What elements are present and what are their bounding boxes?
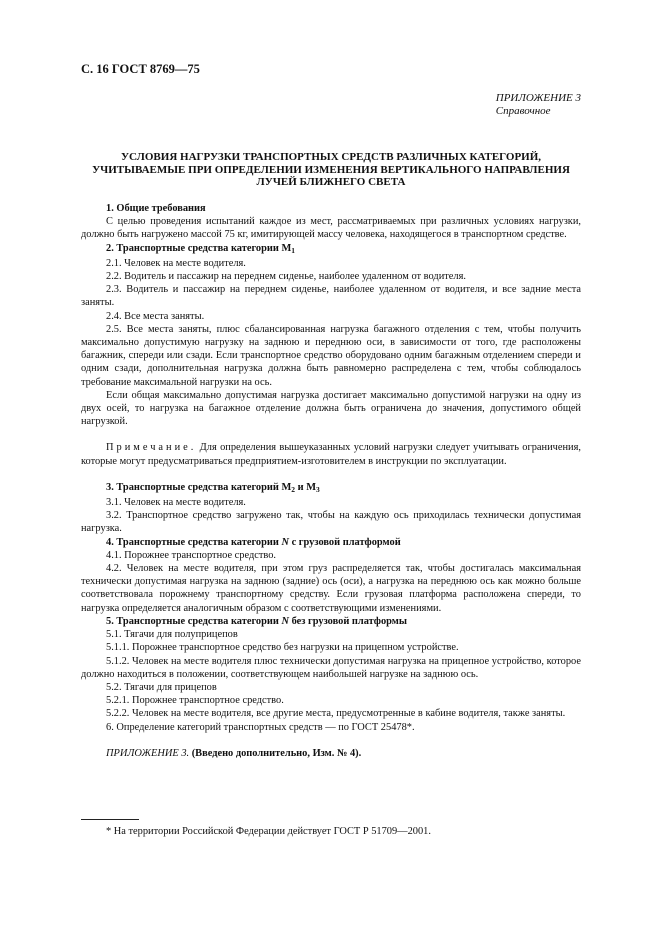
- appendix-footer-note: [81, 747, 581, 760]
- note-label: Примечание.: [106, 442, 197, 454]
- paragraph-5-2-1: 5.2.1. Порожнее транспортное средство.: [106, 695, 284, 707]
- section-5-category-n: N: [281, 615, 289, 627]
- paragraph-5-1-2: 5.1.2. Человек на месте водителя плюс технически допустимая нагрузка на прицепное устройство, которое должно находиться в положении, соответствующем наибольшей нагрузке на заднюю ось.: [81, 655, 581, 680]
- section-2-heading-text: 2. Транспортные средства категории М: [106, 242, 292, 254]
- paragraph-3-2: 3.2. Транспортное средство загружено так, чтобы на каждую ось приходилась технически допустимая нагрузка.: [81, 510, 581, 535]
- appendix-label: ПРИЛОЖЕНИЕ 3: [495, 92, 581, 104]
- section-2-heading: [81, 242, 581, 257]
- note: [81, 441, 581, 467]
- document-title: УСЛОВИЯ НАГРУЗКИ ТРАНСПОРТНЫХ СРЕДСТВ РАЗЛИЧНЫХ КАТЕГОРИЙ, УЧИТЫВАЕМЫЕ ПРИ ОПРЕДЕЛЕНИИ ИЗМЕНЕНИЯ ВЕРТИКАЛЬНОГО НАПРАВЛЕНИЯ ЛУЧЕЙ БЛИЖНЕГО СВЕТА: [92, 151, 570, 188]
- paragraph-2-4: 2.4. Все места заняты.: [106, 310, 205, 322]
- paragraph-2-3: 2.3. Водитель и пассажир на переднем сиденье, наиболее удаленном от водителя, и все задние места заняты.: [81, 284, 581, 309]
- section-5-heading: [81, 615, 581, 628]
- paragraph-5-2: 5.2. Тягачи для прицепов: [106, 681, 217, 693]
- section-4-heading: [81, 536, 581, 549]
- section-1-text: С целью проведения испытаний каждое из мест, рассматриваемых при различных условиях нагрузки, должно быть нагружено массой 75 кг, имитирующей массу человека, находящегося в транспортном средстве.: [81, 216, 581, 241]
- paragraph-2-5-continued: Если общая максимально допустимая нагрузка достигает максимально допустимой нагрузки на одну из двух осей, то нагрузка на багажное отделение должна быть ограничена до значения, допустимого общей нагрузкой.: [81, 389, 581, 428]
- paragraph-4-1: 4.1. Порожнее транспортное средство.: [106, 549, 277, 561]
- section-4-heading-text-b: с грузовой платформой: [288, 536, 401, 548]
- section-3-subscript-b: 3: [316, 484, 320, 494]
- appendix-footer-text: (Введено дополнительно, Изм. № 4).: [189, 747, 362, 759]
- section-2-subscript: 1: [291, 245, 296, 255]
- paragraph-5-1-1: 5.1.1. Порожнее транспортное средство без нагрузки на прицепном устройстве.: [106, 642, 459, 654]
- page-header: С. 16 ГОСТ 8769—75: [81, 62, 200, 76]
- section-4-heading-text-a: 4. Транспортные средства категории: [106, 536, 282, 548]
- section-1-heading: 1. Общие требования: [106, 203, 206, 214]
- paragraph-2-5: 2.5. Все места заняты, плюс сбалансированная нагрузка багажного отделения с тем, чтобы получить максимально допустимую нагрузку на заднюю и переднюю оси, в зависимости от того, где расположены багажник, спереди или сзади. Если транспортное средство оборудовано одним багажным отделением спереди и одним сзади, дополнительная нагрузка должна быть равномерно распределена с тем, чтобы соблюдалось требование максимальной нагрузки на ось.: [81, 323, 581, 388]
- paragraph-3-1: 3.1. Человек на месте водителя.: [106, 497, 246, 509]
- paragraph-2-2: 2.2. Водитель и пассажир на переднем сиденье, наиболее удаленном от водителя.: [106, 271, 466, 283]
- appendix-footer-label: ПРИЛОЖЕНИЕ 3.: [106, 747, 190, 759]
- paragraph-6: 6. Определение категорий транспортных средств — по ГОСТ 25478*.: [106, 721, 415, 733]
- appendix-type: Справочное: [495, 105, 551, 117]
- paragraph-4-2: 4.2. Человек на месте водителя, при этом груз распределяется так, чтобы достигалась максимальная технически допустимая нагрузка на заднюю (задние) ось (оси), а нагрузка на переднюю ось как можно больше соответствовала порожнему транспортному средству. Если грузовая платформа расположена спереди, то нагрузка определяется аналогичным образом с соответствующими изменениями.: [81, 563, 581, 614]
- section-5-heading-text-a: 5. Транспортные средства категории: [106, 615, 282, 627]
- paragraph-2-1: 2.1. Человек на месте водителя.: [106, 257, 246, 269]
- section-3-subscript-a: 2: [291, 484, 296, 494]
- footnote-divider: [81, 819, 139, 820]
- section-5-heading-text-b: без грузовой платформы: [288, 615, 407, 627]
- section-3-heading-text-a: 3. Транспортные средства категорий М: [106, 481, 292, 493]
- paragraph-5-2-2: 5.2.2. Человек на месте водителя, все другие места, предусмотренные в кабине водителя, также заняты.: [106, 708, 566, 720]
- section-4-category-n: N: [281, 536, 289, 548]
- note-text: Для определения вышеуказанных условий нагрузки следует учитывать ограничения, которые могут предусматриваться предприятием-изготовителем в инструкции по эксплуатации.: [81, 442, 581, 467]
- appendix-label-block: [496, 92, 581, 118]
- footnote: * На территории Российской Федерации действует ГОСТ Р 51709—2001.: [106, 826, 431, 837]
- section-3-heading-text-b: и М: [295, 481, 317, 493]
- paragraph-5-1: 5.1. Тягачи для полуприцепов: [106, 629, 238, 641]
- section-3-heading: [81, 481, 581, 496]
- document-body: [81, 202, 581, 760]
